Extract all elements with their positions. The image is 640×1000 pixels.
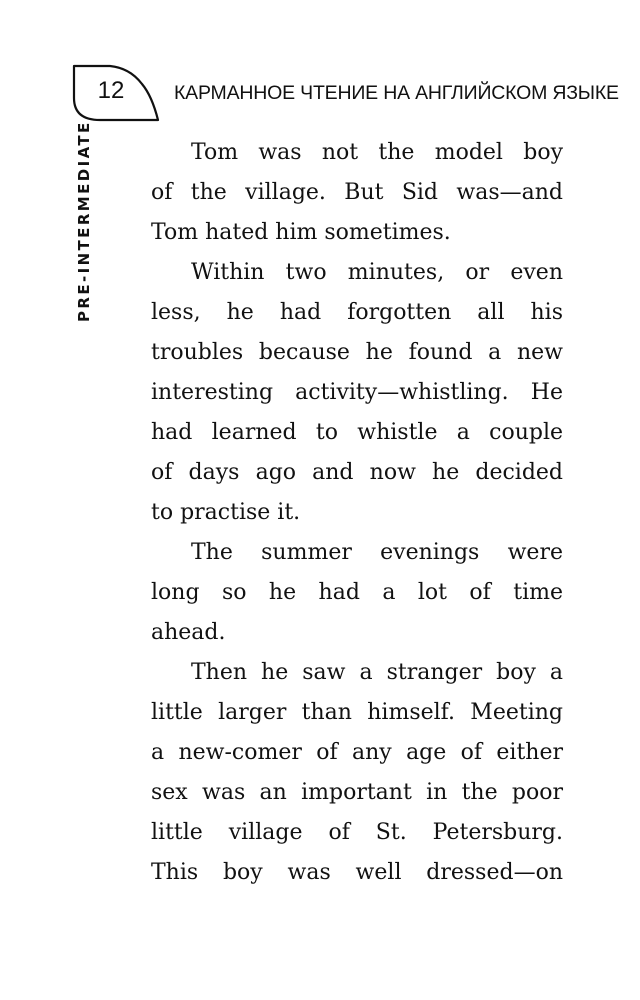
text-line: interesting activity—whistling. He xyxy=(151,380,563,405)
text-line: troubles because he found a new xyxy=(151,340,563,365)
text-line: little village of St. Petersburg. xyxy=(151,820,563,845)
paragraph xyxy=(151,133,563,253)
text-line: of the village. But Sid was—and xyxy=(151,180,563,205)
text-line: Tom hated him sometimes. xyxy=(151,220,451,245)
text-line: This boy was well dressed—on xyxy=(151,860,563,885)
paragraph xyxy=(151,253,563,533)
text-line: had learned to whistle a couple xyxy=(151,420,563,445)
text-line: ahead. xyxy=(151,620,226,645)
body-text xyxy=(151,133,563,893)
text-line: of days ago and now he decided xyxy=(151,460,563,485)
page-number-tab xyxy=(70,62,162,122)
text-line: Then he saw a stranger boy a xyxy=(191,660,563,685)
text-line: little larger than himself. Meeting xyxy=(151,700,563,725)
text-line: to practise it. xyxy=(151,500,301,525)
paragraph xyxy=(151,653,563,893)
text-line: Tom was not the model boy xyxy=(191,140,563,165)
page-header xyxy=(70,62,619,124)
page-number: 12 xyxy=(97,77,125,104)
text-line: long so he had a lot of time xyxy=(151,580,563,605)
text-line: The summer evenings were xyxy=(191,540,563,565)
text-line: Within two minutes, or even xyxy=(191,260,563,285)
paragraph xyxy=(151,533,563,653)
text-line: sex was an important in the poor xyxy=(151,780,563,805)
text-line: a new-comer of any age of either xyxy=(151,740,563,765)
level-label: PRE-INTERMEDIATE xyxy=(75,120,93,322)
text-line: less, he had forgotten all his xyxy=(151,300,563,325)
running-title: КАРМАННОЕ ЧТЕНИЕ НА АНГЛИЙСКОМ ЯЗЫКЕ xyxy=(174,82,619,104)
